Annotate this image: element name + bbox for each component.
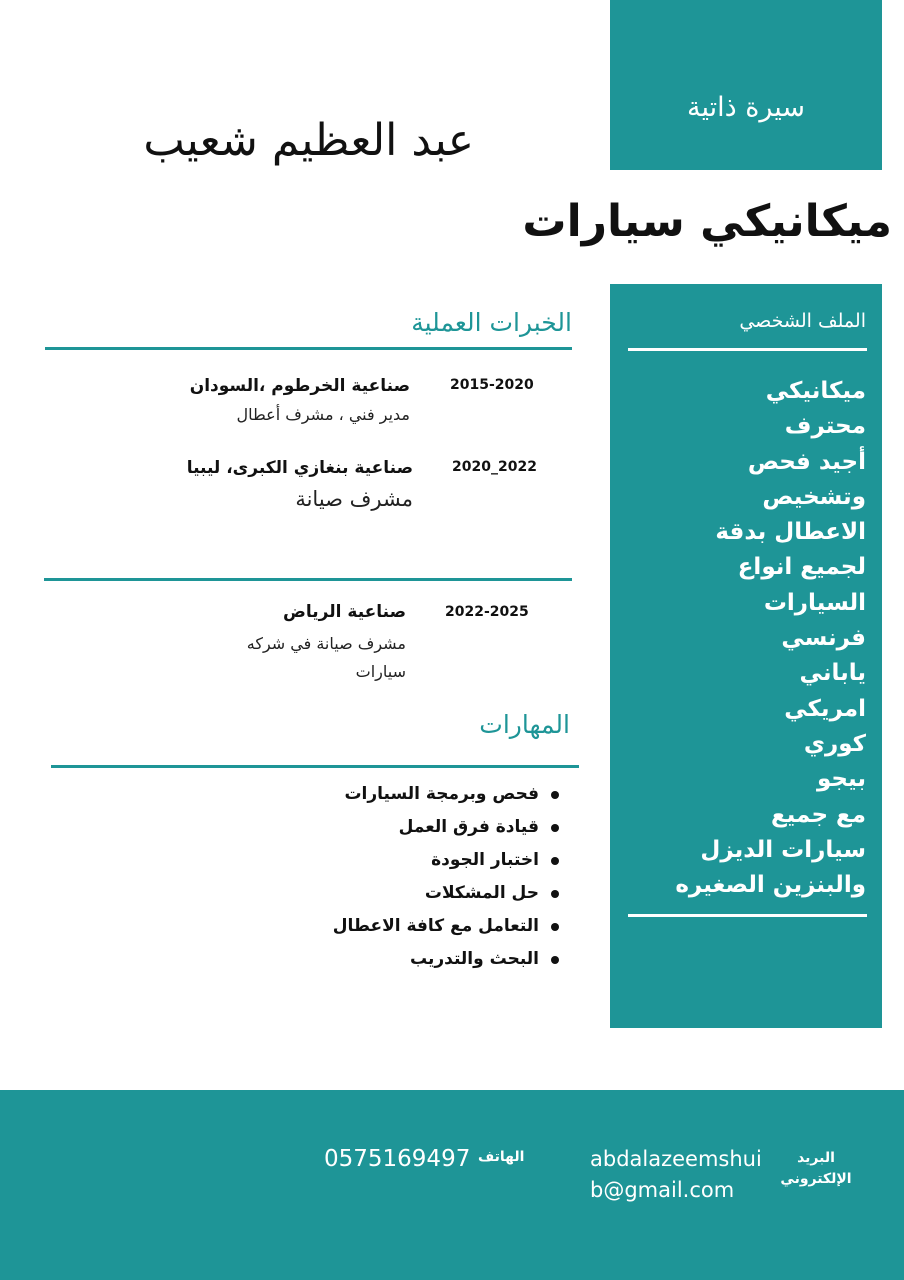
experience-company: صناعية الرياض [283,602,406,622]
phone-label: الهاتف [478,1149,525,1165]
skill-item [259,943,559,976]
cv-header-box [610,0,882,170]
bullet-icon [551,923,559,931]
profile-line: ميكانيكي [765,378,866,404]
profile-line: بيجو [816,766,866,793]
skill-item [259,910,559,943]
skill-label: التعامل مع كافة الاعطال [332,916,539,936]
experience-company: صناعية الخرطوم ،السودان [189,376,410,396]
experience-date: 2022-2025 [445,604,529,620]
skill-item [259,877,559,910]
experience-role: مشرف صيانة في شركه سيارات [246,634,406,681]
skill-item [259,811,559,844]
email-value[interactable]: abdalazeemshuib@gmail.com [590,1147,762,1202]
email-label: البريد الإلكتروني [780,1150,852,1187]
profile-line: كوري [803,730,866,757]
cv-label: سيرة ذاتية [686,92,806,123]
profile-line: وتشخيص [762,483,866,510]
bullet-icon [551,890,559,898]
experience-divider [45,347,572,350]
profile-divider-top [628,348,867,351]
profile-line: سيارات الديزل [700,836,866,863]
bullet-icon [551,824,559,832]
profile-line: أجيد فحص [747,448,866,475]
skill-item [259,778,559,811]
person-name: عبد العظيم شعيب [143,115,474,166]
profile-line: محترف [784,413,866,440]
profile-divider-bottom [628,914,867,917]
phone-value[interactable]: 0575169497 [324,1146,471,1172]
profile-line: السيارات [763,589,866,616]
experience-date: 2015-2020 [450,377,534,393]
profile-line: والبنزين الصغيره [675,872,866,899]
bullet-icon [551,857,559,865]
profile-line: فرنسي [781,625,866,652]
experience-heading: الخبرات العملية [411,308,572,337]
skill-label: فحص وبرمجة السيارات [344,784,539,804]
profile-line: مع جميع [770,801,866,828]
experience-company: صناعية بنغازي الكبرى، ليبيا [186,458,413,478]
skill-label: حل المشكلات [424,883,539,903]
profile-line: لجميع انواع [737,554,866,581]
profile-line: الاعطال بدقة [715,519,866,546]
bullet-icon [551,956,559,964]
profile-line: امريكي [784,695,866,722]
skill-item [259,844,559,877]
skill-label: قيادة فرق العمل [398,817,539,837]
skills-list [259,778,559,976]
bullet-icon [551,791,559,799]
profile-line: ياباني [799,660,866,687]
skill-label: اختبار الجودة [431,850,539,870]
skills-divider [51,765,579,768]
experience-role: مدير فني ، مشرف أعطال [236,405,410,424]
skill-label: البحث والتدريب [409,949,539,969]
skills-heading: المهارات [479,710,570,739]
job-title: ميكانيكي سيارات [522,196,892,247]
experience-role: مشرف صيانة [295,487,413,511]
experience-divider [44,578,572,581]
experience-date: 2020_2022 [452,459,537,475]
profile-text [636,374,866,903]
profile-heading: الملف الشخصي [739,310,866,332]
